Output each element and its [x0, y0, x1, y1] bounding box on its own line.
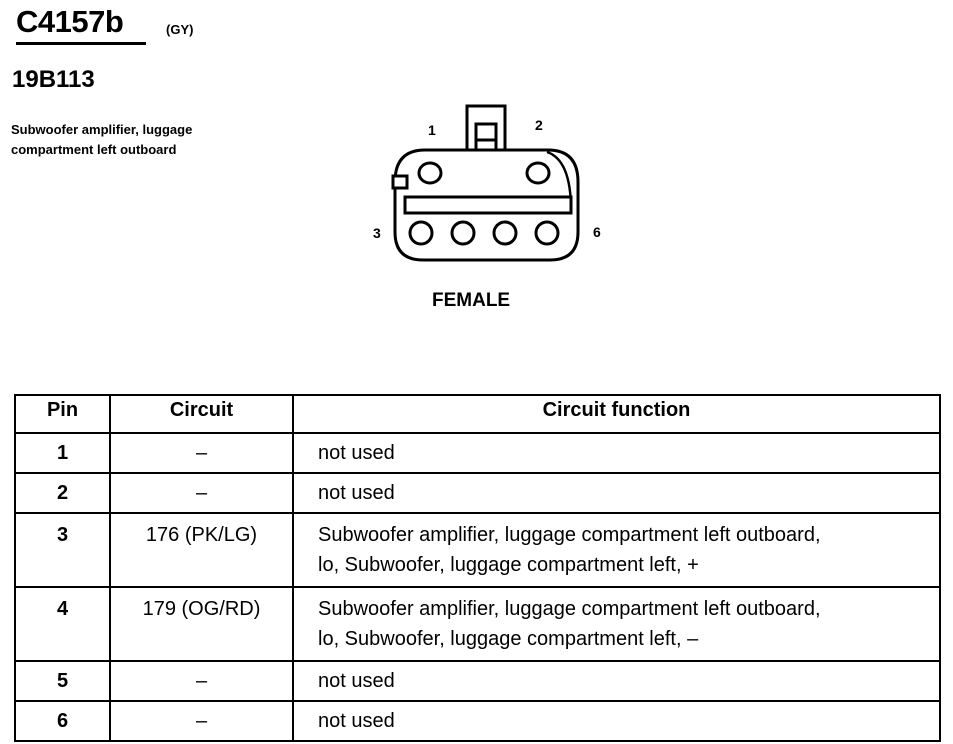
function-cell	[293, 587, 940, 661]
circuit-cell: 179 (OG/RD)	[110, 587, 293, 661]
pin-cavity-1	[419, 163, 441, 183]
pinout-table	[14, 394, 941, 742]
circuit-cell: –	[110, 433, 293, 473]
pin-cell: 5	[15, 661, 110, 701]
table-row	[15, 587, 940, 661]
pin-label-3: 3	[373, 225, 381, 241]
header-circuit: Circuit	[110, 395, 293, 433]
function-line-2: lo, Subwoofer, luggage compartment left, +	[318, 554, 699, 576]
pin-cavity-5	[494, 222, 516, 244]
function-cell	[293, 473, 940, 513]
function-line-1: Subwoofer amplifier, luggage compartment left outboard,	[318, 598, 821, 620]
pin-label-6: 6	[593, 224, 601, 240]
center-bar	[405, 197, 571, 213]
connector-id: C4157b	[16, 4, 124, 39]
table-row	[15, 433, 940, 473]
connector-description	[11, 120, 261, 160]
key-notch	[393, 176, 407, 188]
header-pin: Pin	[15, 395, 110, 433]
circuit-cell: –	[110, 473, 293, 513]
circuit-cell: –	[110, 701, 293, 741]
function-line-1: Subwoofer amplifier, luggage compartment left outboard,	[318, 524, 821, 546]
pin-label-1: 1	[428, 122, 436, 138]
pin-label-2: 2	[535, 117, 543, 133]
title-underline	[16, 42, 146, 45]
pin-cell: 2	[15, 473, 110, 513]
function-line-1: not used	[318, 482, 395, 504]
function-line-1: not used	[318, 442, 395, 464]
pin-cell: 3	[15, 513, 110, 587]
header-circuit-function: Circuit function	[293, 395, 940, 433]
function-line-1: not used	[318, 710, 395, 732]
description-line-1: Subwoofer amplifier, luggage	[11, 122, 193, 137]
table-row	[15, 513, 940, 587]
table-row	[15, 661, 940, 701]
table-row	[15, 473, 940, 513]
function-cell	[293, 701, 940, 741]
function-line-2: lo, Subwoofer, luggage compartment left, –	[318, 628, 699, 650]
description-line-2: compartment left outboard	[11, 142, 177, 157]
pin-cavity-3	[410, 222, 432, 244]
pin-cavity-4	[452, 222, 474, 244]
table-header-row	[15, 395, 940, 433]
table-row	[15, 701, 940, 741]
function-cell	[293, 433, 940, 473]
connector-gender: FEMALE	[432, 290, 511, 311]
pin-cell: 6	[15, 701, 110, 741]
circuit-cell: 176 (PK/LG)	[110, 513, 293, 587]
circuit-cell: –	[110, 661, 293, 701]
part-number: 19B113	[12, 66, 95, 93]
connector-face-diagram	[365, 100, 615, 275]
pin-cavity-6	[536, 222, 558, 244]
color-code: (GY)	[166, 22, 194, 37]
function-cell	[293, 513, 940, 587]
function-line-1: not used	[318, 670, 395, 692]
pin-cell: 1	[15, 433, 110, 473]
function-cell	[293, 661, 940, 701]
pin-cavity-2	[527, 163, 549, 183]
pin-cell: 4	[15, 587, 110, 661]
